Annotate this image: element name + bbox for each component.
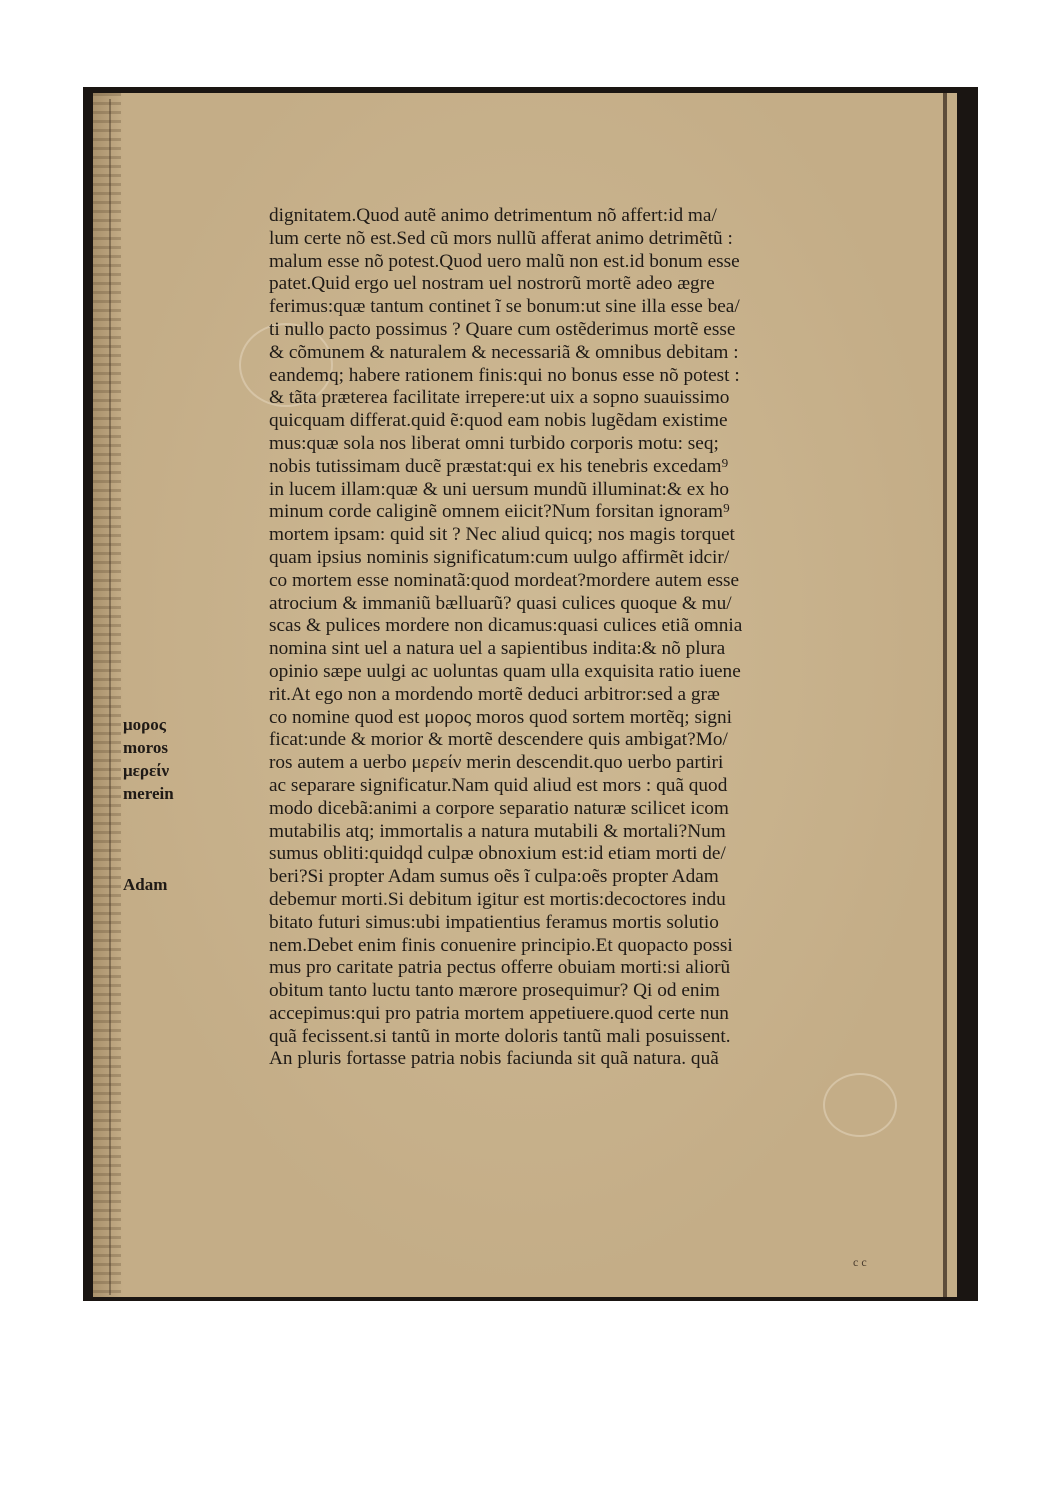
main-text-block — [269, 205, 889, 1071]
text-line: nomina sint uel a natura uel a sapientibus indita:& nõ plura — [269, 638, 726, 660]
text-line: bitato futuri simus:ubi impatientius feramus mortis solutio — [269, 911, 719, 933]
text-line: opinio sæpe uulgi ac uoluntas quam ulla exquisita ratio iuene — [269, 660, 741, 682]
book-spine-shadow — [93, 93, 121, 1297]
text-line: ac separare significatur.Nam quid aliud est mors : quã quod — [269, 774, 728, 796]
text-line: nobis tutissimam ducẽ præstat:qui ex his tenebris excedam⁹ — [269, 455, 729, 477]
gutter-line — [109, 99, 111, 1295]
text-line: nem.Debet enim finis conuenire principio.Et quopacto possi — [269, 934, 733, 956]
text-line: scas & pulices mordere non dicamus:quasi culices etiã omnia — [269, 615, 743, 637]
watermark-stamp — [823, 1073, 897, 1137]
text-line: dignitatem.Quod autẽ animo detrimentum nõ affert:id ma/ — [269, 205, 717, 226]
text-line: & tãta præterea facilitate irrepere:ut uix a sopno suauissimo — [269, 387, 730, 409]
text-line: quicquam differat.quid ẽ:quod eam nobis lugẽdam existime — [269, 410, 728, 432]
text-line: eandemq; habere rationem finis:qui no bonus esse nõ potest : — [269, 364, 740, 386]
text-line: ros autem a uerbo μερείν merin descendit.quo uerbo partiri — [269, 752, 724, 774]
text-line: lum certe nõ est.Sed cũ mors nullũ afferat animo detrimẽtũ : — [269, 227, 733, 249]
text-line: accepimus:qui pro patria mortem appetiuere.quod certe nun — [269, 1002, 729, 1024]
text-line: quã fecissent.si tantũ in morte doloris tantũ mali posuissent. — [269, 1025, 731, 1047]
signature-mark: c c — [853, 1255, 867, 1269]
text-line: co nomine quod est μορος moros quod sortem mortẽq; signi — [269, 706, 732, 728]
text-line: minum corde caliginẽ omnem eiicit?Num forsitan ignoram⁹ — [269, 501, 730, 523]
marginal-note-etymology — [123, 713, 174, 805]
text-line: modo dicebã:animi a corpore separatio naturæ scilicet icom — [269, 797, 729, 819]
text-line: beri?Si propter Adam sumus oẽs ĩ culpa:oẽs propter Adam — [269, 866, 719, 888]
page-edge — [943, 93, 947, 1297]
marginal-note-adam — [123, 873, 167, 896]
marginal-latin-term: moros — [123, 738, 169, 757]
text-line: mutabilis atq; immortalis a natura mutabili & mortali?Num — [269, 820, 726, 842]
text-line: ti nullo pacto possimus ? Quare cum ostẽderimus mortẽ esse — [269, 318, 736, 340]
scanned-page-frame — [83, 87, 978, 1301]
text-line: & cõmunem & naturalem & necessariã & omnibus debitam : — [269, 341, 739, 363]
text-line: debemur morti.Si debitum igitur est mortis:decoctores indu — [269, 888, 726, 910]
text-line: An pluris fortasse patria nobis faciunda sit quã natura. quã — [269, 1048, 719, 1070]
text-line: mus:quæ sola nos liberat omni turbido corporis motu: seq; — [269, 432, 719, 454]
text-line: mus pro caritate patria pectus offerre obuiam morti:si aliorũ — [269, 957, 731, 979]
marginal-latin-verb: merein — [123, 784, 174, 803]
text-line: obitum tanto luctu tanto mærore prosequimur? Qi od enim — [269, 980, 720, 1002]
text-line: ferimus:quæ tantum continet ĩ se bonum:ut sine illa esse bea/ — [269, 296, 740, 318]
marginal-name: Adam — [123, 875, 168, 894]
text-line: malum esse nõ potest.Quod uero malũ non est.id bonum esse — [269, 250, 740, 272]
text-line: rit.At ego non a mordendo mortẽ deduci arbitror:sed a græ — [269, 683, 720, 705]
text-line: ficat:unde & morior & mortẽ descendere quis ambigat?Mo/ — [269, 729, 728, 751]
text-line: patet.Quid ergo uel nostram uel nostrorũ mortẽ adeo ægre — [269, 273, 715, 295]
text-line: in lucem illam:quæ & uni uersum mundũ illuminat:& ex ho — [269, 478, 730, 500]
text-line: atrocium & immaniũ bælluarũ? quasi culices quoque & mu/ — [269, 592, 732, 614]
marginal-greek-term: μορος — [123, 715, 166, 734]
text-line: mortem ipsam: quid sit ? Nec aliud quicq; nos magis torquet — [269, 524, 735, 546]
text-line: sumus obliti:quidqd culpæ obnoxium est:id etiam morti de/ — [269, 843, 726, 865]
text-line: quam ipsius nominis significatum:cum uulgo affirmẽt idcir/ — [269, 546, 730, 568]
marginal-greek-verb: μερείν — [123, 761, 170, 780]
book-page — [93, 93, 957, 1297]
text-line: co mortem esse nominatã:quod mordeat?mordere autem esse — [269, 569, 740, 591]
